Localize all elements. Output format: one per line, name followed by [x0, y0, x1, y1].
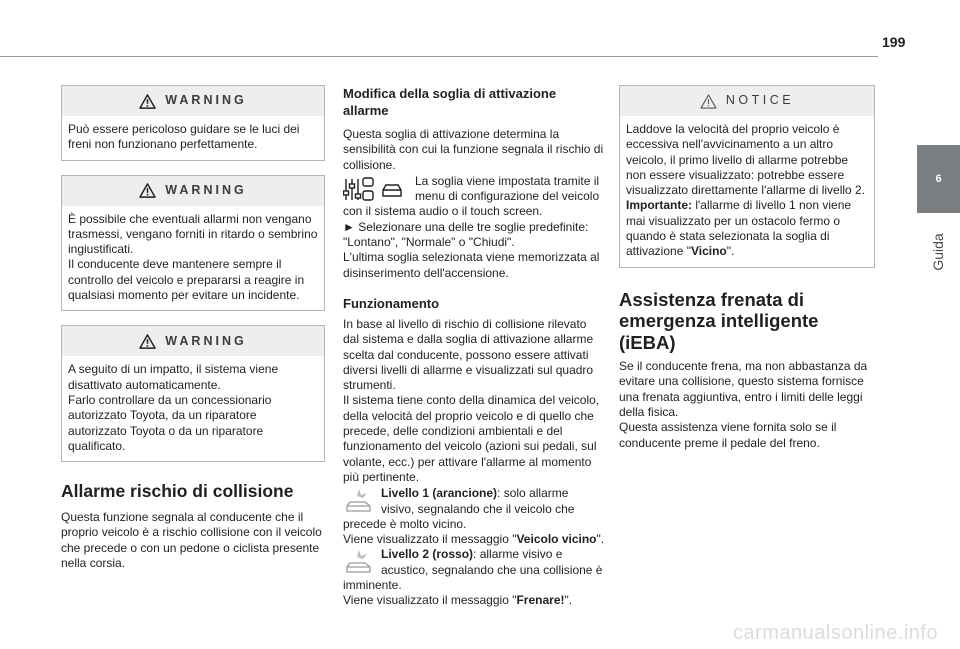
warning-title: WARNING	[165, 182, 247, 197]
level1-message: Veicolo vicino	[516, 532, 597, 547]
level1-paragraph	[343, 486, 605, 532]
column-middle: Modifica della soglia di attivazione allarme Questa soglia di attivazione determina la sensibilità con cui la funzione segnala il rischio di collisione. La soglia viene impostata tramite il menu di configurazione del veicolo con il sistema audio o il touch screen. ► Selezionare una delle tre soglie predefinite: "Lontano", "Normale" o "Chiudi". L'ultima soglia selezionata viene memorizzata al disinserimento dell'accensione. Funzionamento In base al livello di rischio di collisione rilevato dal sistema e dalla soglia di attivazione allarme scelta dal conducente, possono essere attivati diversi livelli di allarme e visualizzati sul quadro strumenti. Il sistema tiene conto della dinamica del veicolo, della velocità del proprio veicolo e di quello che precede, delle condizioni ambientali e del funzionamento del veicolo (azioni sui pedali, sul volante, ecc.) per attivare l'allarme al momento più pertinente. Livello 1 (arancione): solo allarme visivo, segnalando che il veicolo che precede è molto vicino. Viene visualizzato il messaggio "Veicolo vicino". Livello 2 (rosso): allarme visivo e acustico, segnalando che una collisione è imminente. Viene visualizzato il messaggio "Frenare!".	[343, 86, 605, 608]
warning-title: WARNING	[165, 333, 247, 348]
notice-text: Laddove la velocità del proprio veicolo è eccessiva nell'avvicinamento a un altro veicolo, il primo livello di allarme potrebbe non essere visualizzato: potrebbe essere visualizzato direttamente l'allarme di livello 2.	[626, 122, 866, 198]
notice-triangle-icon	[700, 94, 717, 109]
section-title: Allarme rischio di collisione	[61, 481, 294, 502]
chapter-label: Guida	[930, 233, 946, 271]
section-title: Assistenza frenata di emergenza intelligente (iEBA)	[619, 288, 819, 353]
config-paragraph	[343, 174, 605, 220]
column-left	[61, 0, 325, 571]
subsection-title: Funzionamento	[343, 295, 440, 311]
level2-message: Frenare!	[516, 593, 565, 608]
collision-alert-icon	[343, 549, 375, 575]
warning-text: È possibile che eventuali allarmi non vengano trasmessi, vengano forniti in ritardo o sembrino ingiustificati. Il conducente deve mantenere sempre il controllo del veicolo e prepararsi a reagire in qualsiasi momento per evitare un incidente.	[68, 211, 318, 303]
important-label: Importante:	[626, 198, 692, 213]
warning-header	[62, 176, 324, 206]
warning-text: Può essere pericoloso guidare se le luci dei freni non funzionano perfettamente.	[68, 122, 300, 152]
watermark: carmanualsonline.info	[732, 622, 938, 644]
section-text: Se il conducente frena, ma non abbastanza da evitare una collisione, questo sistema fornisce una frenata aggiuntiva, entro i limiti delle leggi della fisica. Questa assistenza viene fornita solo se il conducente preme il pedale del freno.	[619, 359, 868, 450]
chapter-tab[interactable]: 6	[917, 145, 960, 213]
level1-title: Livello 1 (arancione)	[381, 486, 498, 501]
paragraph: L'ultima soglia selezionata viene memorizzata al disinserimento dell'accensione.	[343, 250, 600, 280]
settings-icon	[343, 176, 409, 203]
level2-text: : allarme visivo e acustico, segnalando che una collisione è imminente.	[343, 547, 603, 593]
paragraph: Il sistema tiene conto della dinamica del veicolo, della velocità del proprio veicolo e di quello che precede, delle condizioni ambientali e del funzionamento del veicolo (azioni sui pedali, sul volante, ecc.) per attivare l'allarme al momento più pertinente.	[343, 393, 600, 484]
paragraph: Questa soglia di attivazione determina la sensibilità con cui la funzione segnala il rischio di collisione.	[343, 127, 604, 172]
subsection-title: Modifica della soglia di attivazione allarme	[343, 86, 557, 118]
important-value: Vicino	[690, 244, 727, 259]
instruction: ► Selezionare una delle tre soglie predefinite: "Lontano", "Normale" o "Chiudi".	[343, 219, 589, 250]
page-number: 199	[882, 34, 906, 50]
warning-box	[61, 85, 325, 161]
column-right	[619, 0, 875, 451]
warning-triangle-icon	[139, 334, 156, 349]
collision-alert-icon	[343, 488, 375, 514]
level2-title: Livello 2 (rosso)	[381, 547, 474, 562]
warning-header	[62, 86, 324, 116]
level2-paragraph	[343, 547, 605, 593]
warning-header	[62, 326, 324, 356]
warning-title: WARNING	[165, 93, 247, 108]
warning-triangle-icon	[139, 94, 156, 109]
level1-text: : solo allarme visivo, segnalando che il veicolo che precede è molto vicino.	[343, 486, 575, 531]
notice-header	[620, 86, 874, 116]
notice-box: NOTICE Laddove la velocità del proprio veicolo è eccessiva nell'avvicinamento a un altro veicolo, il primo livello di allarme potrebbe non essere visualizzato: potrebbe essere visualizzato direttamente l'allarme di livello 2. Importante: l'allarme di livello 1 non viene mai visualizzato per un ostacolo fermo o quando è stata selezionata la soglia di attivazione "Vicino".	[619, 85, 875, 268]
warning-text: A seguito di un impatto, il sistema viene disattivato automaticamente. Farlo controllare da un concessionario autorizzato Toyota, da un riparatore autorizzato Toyota o da un riparatore qualificato.	[68, 362, 279, 453]
warning-box	[61, 175, 325, 312]
warning-triangle-icon	[139, 183, 156, 198]
warning-box	[61, 325, 325, 462]
paragraph: In base al livello di rischio di collisione rilevato dal sistema e dalla soglia di attivazione allarme scelta dal conducente, possono essere attivati diversi livelli di allarme e visualizzati sul quadro strumenti.	[343, 316, 594, 393]
section-text: Questa funzione segnala al conducente che il proprio veicolo è a rischio collisione con il veicolo che precede o con un pedone o ciclista presente nella corsia.	[61, 510, 322, 571]
notice-title: NOTICE	[725, 93, 795, 108]
paragraph: La soglia viene impostata tramite il menu di configurazione del veicolo con il sistema audio o il touch screen.	[343, 173, 600, 219]
